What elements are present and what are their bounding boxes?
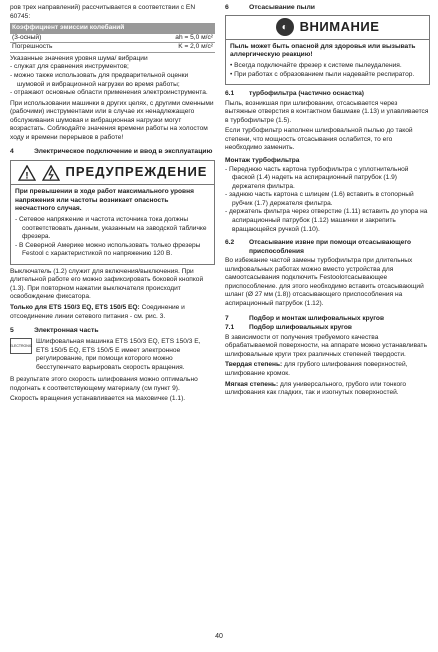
section-7-heading — [225, 315, 430, 324]
section-number: 6 — [225, 4, 229, 11]
electric-hazard-icon — [42, 165, 60, 181]
soft-lead: Мягкая степень: — [225, 380, 279, 388]
hard-lead: Твердая степень: — [225, 361, 283, 369]
attention-list — [230, 62, 425, 79]
section-title: Электрическое подключение и ввод в эксплуатацию — [34, 148, 213, 156]
vibration-intro: Указанные значения уровня шума/ вибрации — [10, 54, 148, 62]
list-item: - отражают основные области применения электроинструмента. — [10, 89, 208, 97]
section-title: Отсасывание извне при помощи отсасывающего приспособления — [249, 239, 412, 255]
table-row — [10, 34, 215, 43]
list-item: - заднюю часть картона с шлицем (1.6) вставить в стопорный рубчик (1.7) держателя фильтра. — [225, 191, 414, 207]
turbofilter-paragraph: Пыль, возникшая при шлифовании, отсасывается через вытяжные отверстия в контактном башмаке (1.13) и улавливается в турбофильтре (1.5). — [225, 99, 429, 124]
section-number: 4 — [10, 148, 14, 156]
vibration-list — [10, 63, 215, 97]
vibration-paragraph: При использовании машинки в других целях, с другими сменными (рабочими) инструментами или в случае их ненадлежащего обслуживания шумовая и вибрационная нагрузки могут возрастать. Соблюдайте значения времени работы на холостом ходу и времени перерывов в работе! — [10, 99, 214, 141]
warning-word: ПРЕДУПРЕЖДЕНИЕ — [65, 164, 208, 180]
list-item: - Переднюю часть картона турбофильтра с уплотнительной фаской (1.4) надеть на аспирационный патрубок (1.9) держателя фильтра. — [225, 165, 409, 190]
table-row — [10, 43, 215, 53]
electronic-paragraph: Шлифовальная машинка ETS 150/3 EQ, ETS 150/3 E, ETS 150/5 EQ, ETS 150/5 E имеет электронное регулирование, при помощи которого можно бесступенчато варьировать скорость вращения. — [36, 337, 201, 371]
intro-text: ров трех направлений) рассчитывается в соответствии с EN 60745: — [10, 4, 196, 20]
svg-text:!: ! — [25, 170, 28, 181]
attention-header — [226, 16, 429, 40]
hard-pad-paragraph — [225, 361, 430, 378]
section-6-2-heading — [225, 239, 430, 256]
section-7-1-heading — [225, 324, 430, 333]
section-title: Подбор шлифовальных кругов — [249, 324, 352, 332]
left-column — [10, 4, 215, 406]
soft-rest: для универсального, грубого или тонкого шлифования как гладких, так и изогнутых поверхностей. — [225, 380, 407, 397]
section-title: Отсасывание пыли — [249, 4, 315, 11]
row-label: (3-осный) — [10, 34, 116, 43]
mount-list — [225, 166, 430, 235]
list-item: - В Северной Америке можно использовать только фрезеры Festool с характеристикой по напряжению 120 В. — [15, 241, 201, 258]
attention-lead: Пыль может быть опасной для здоровья или вызывать аллергическую реакцию! — [230, 42, 416, 59]
warning-list — [15, 216, 210, 259]
section-title: турбофильтра (частично оснастка) — [249, 90, 364, 98]
soft-pad-paragraph — [225, 381, 430, 398]
list-item: • При работах с образованием пыли надевайте респиратор. — [230, 70, 415, 78]
row-label: Погрешность — [10, 43, 116, 53]
section-number: 5 — [10, 327, 14, 335]
attention-box — [225, 15, 430, 85]
list-item: - Сетевое напряжение и частота источника тока должны соответствовать данным, указанным на заводской табличке фрезера. — [15, 215, 207, 241]
section-6-1-heading — [225, 90, 430, 99]
ets-lead: Только для ETS 150/3 EQ, ETS 150/5 EQ: — [10, 304, 140, 312]
mount-title: Монтаж турбофильтра — [225, 157, 300, 165]
ets-paragraph — [10, 304, 215, 321]
warning-header — [11, 161, 214, 185]
section-number: 6.2 — [225, 239, 235, 247]
row-value: K = 2,0 м/с² — [116, 43, 215, 53]
warning-box — [10, 160, 215, 265]
row-value: ah = 5,0 м/с² — [116, 34, 215, 43]
page-number: 40 — [215, 633, 223, 640]
warning-triangle-icon — [18, 165, 36, 181]
section-4-heading — [10, 148, 215, 157]
hard-rest: для грубого шлифования поверхностей, шлифование кромок. — [225, 361, 408, 377]
switch-paragraph: Выключатель (1.2) служит для включения/выключения. При длительной работе его можно зафиксировать боковой кнопкой (1.3). При повторном нажатии выключателя происходит освобождение фиксатора. — [10, 267, 204, 301]
turbofilter-replace-paragraph: Если турбофильтр наполнен шлифовальной пылью до такой степени, что мощность отсасывания ослабится, то его необходимо заменить. — [225, 127, 413, 152]
warning-lead: При превышении в ходе работ максимального уровня напряжения или частоты возникает опасность несчастного случая. — [15, 188, 194, 213]
extraction-paragraph: Во избежание частой замены турбофильтра при длительных шлифовальных работах можно вместо устройства для самоотсасывания подключить Festoolотсасывающее приспособление. для этого необходимо вставить отсасывающий шланг (Ø 27 мм (1.8)) отсасывающего приспособления на аспирационный патрубок (1.12). — [225, 257, 424, 308]
attention-word: ВНИМАНИЕ — [299, 18, 380, 34]
section-number: 7 — [225, 314, 229, 322]
section-number: 7.1 — [225, 324, 235, 332]
list-item: • Всегда подключайте фрезер к системе пылеудаления. — [230, 61, 402, 69]
section-5-heading — [10, 327, 215, 336]
section-6-heading — [225, 4, 430, 13]
emission-table-header: Коэффициент эмиссии колебаний — [10, 23, 215, 34]
list-item: - держатель фильтра через отверстие (1.11) вставить до упора на аспирационный патрубок (1.12) машинки и закрепить вращающейся ручкой (1.10). — [225, 208, 428, 233]
section-title: Электронная часть — [34, 327, 99, 335]
attention-body — [226, 40, 429, 84]
list-item: - служат для сравнения инструментов; — [10, 63, 129, 71]
ets-rest: Соединение и отсоединение линии сетевого питания - см. рис. 3. — [10, 304, 185, 320]
right-column — [225, 4, 430, 400]
list-item: - можно также использовать для предварительной оценки шумовой и вибрационной нагрузки во время работы; — [10, 71, 189, 88]
speed-paragraph: Скорость вращения устанавливается на маховичке (1.1). — [10, 395, 186, 403]
section-title: Подбор и монтаж шлифовальных кругов — [249, 314, 385, 322]
electronic-icon: ELECTRONIC — [10, 338, 32, 354]
respirator-icon: ◐ — [276, 18, 294, 36]
electronic-block — [10, 338, 215, 374]
emission-table — [10, 23, 215, 53]
result-paragraph: В результате этого скорость шлифования можно оптимально подогнать к соответствующему материалу (см пункт 9). — [10, 376, 198, 392]
warning-body — [11, 185, 214, 264]
pad-selection-paragraph: В зависимости от получения требуемого качества обрабатываемой поверхности, на аппарате можно устанавливать шлифовальные круги трех различных степеней твердости. — [225, 333, 428, 358]
section-number: 6.1 — [225, 90, 235, 98]
